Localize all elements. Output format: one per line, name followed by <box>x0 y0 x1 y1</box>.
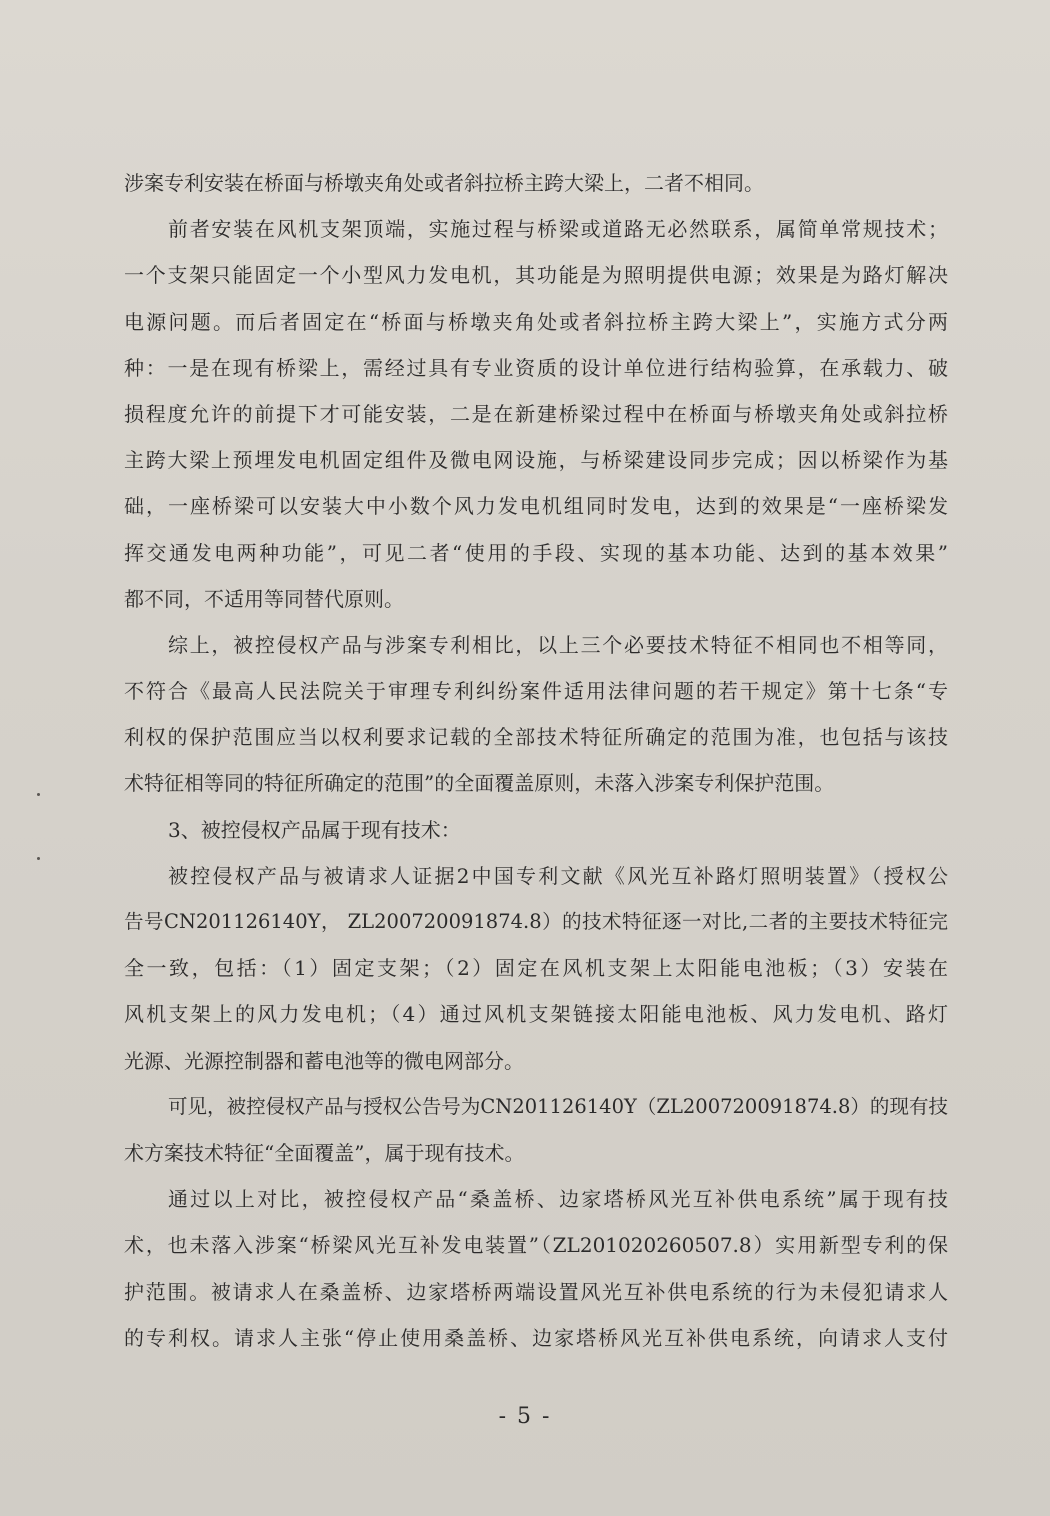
text-line: 风机支架上的风力发电机；（4）通过风机支架链接太阳能电池板、风力发电机、路灯 <box>124 1002 948 1027</box>
text-line: 主跨大梁上预埋发电机固定组件及微电网设施，与桥梁建设同步完成；因以桥梁作为基 <box>124 448 948 473</box>
text-line: 综上，被控侵权产品与涉案专利相比，以上三个必要技术特征不相同也不相等同， <box>168 632 948 657</box>
text-line: 种：一是在现有桥梁上，需经过具有专业资质的设计单位进行结构验算，在承载力、破 <box>124 355 948 380</box>
text-line: 都不同，不适用等同替代原则。 <box>124 586 404 611</box>
text-line: 被控侵权产品与被请求人证据2中国专利文献《风光互补路灯照明装置》（授权公 <box>168 863 948 888</box>
scan-speck <box>37 857 40 860</box>
text-line: 利权的保护范围应当以权利要求记载的全部技术特征所确定的范围为准，也包括与该技 <box>124 725 948 750</box>
text-line: 的专利权。请求人主张“停止使用桑盖桥、边家塔桥风光互补供电系统，向请求人支付 <box>124 1325 948 1350</box>
text-line: 础，一座桥梁可以安装大中小数个风力发电机组同时发电，达到的效果是“一座桥梁发 <box>124 494 948 519</box>
text-line: 光源、光源控制器和蓄电池等的微电网部分。 <box>124 1048 524 1073</box>
text-line: 护范围。被请求人在桑盖桥、边家塔桥两端设置风光互补供电系统的行为未侵犯请求人 <box>124 1279 948 1304</box>
page-number: - 5 - <box>498 1404 552 1429</box>
text-line: 前者安装在风机支架顶端，实施过程与桥梁或道路无必然联系，属简单常规技术； <box>168 217 948 242</box>
text-line: 涉案专利安装在桥面与桥墩夹角处或者斜拉桥主跨大梁上，二者不相同。 <box>124 171 764 195</box>
text-line: 不符合《最高人民法院关于审理专利纠纷案件适用法律问题的若干规定》第十七条“专 <box>124 679 948 704</box>
text-line: 通过以上对比，被控侵权产品“桑盖桥、边家塔桥风光互补供电系统”属于现有技 <box>168 1187 948 1212</box>
text-line: 术特征相等同的特征所确定的范围”的全面覆盖原则，未落入涉案专利保护范围。 <box>124 771 835 796</box>
text-line: 告号CN201126140Y， ZL200720091874.8）的技术特征逐一对比,二者的主要技术特征完 <box>124 910 948 933</box>
text-line: 挥交通发电两种功能”，可见二者“使用的手段、实现的基本功能、达到的基本效果” <box>124 540 948 565</box>
text-line: 术方案技术特征“全面覆盖”，属于现有技术。 <box>124 1140 525 1165</box>
text-line: 电源问题。而后者固定在“桥面与桥墩夹角处或者斜拉桥主跨大梁上”，实施方式分两 <box>124 309 948 334</box>
text-line: 可见，被控侵权产品与授权公告号为CN201126140Y（ZL200720091874.8）的现有技 <box>168 1094 948 1118</box>
text-line: 损程度允许的前提下才可能安装，二是在新建桥梁过程中在桥面与桥墩夹角处或斜拉桥 <box>124 401 948 426</box>
document-body <box>124 160 948 1361</box>
text-line: 术，也未落入涉案“桥梁风光互补发电装置”（ZL201020260507.8）实用新型专利的保 <box>124 1233 948 1258</box>
text-line: 一个支架只能固定一个小型风力发电机，其功能是为照明提供电源；效果是为路灯解决 <box>124 263 948 288</box>
text-line: 全一致，包括：（1）固定支架；（2）固定在风机支架上太阳能电池板；（3）安装在 <box>124 956 948 981</box>
section-heading: 3、被控侵权产品属于现有技术： <box>168 817 461 842</box>
scan-speck <box>37 793 40 796</box>
